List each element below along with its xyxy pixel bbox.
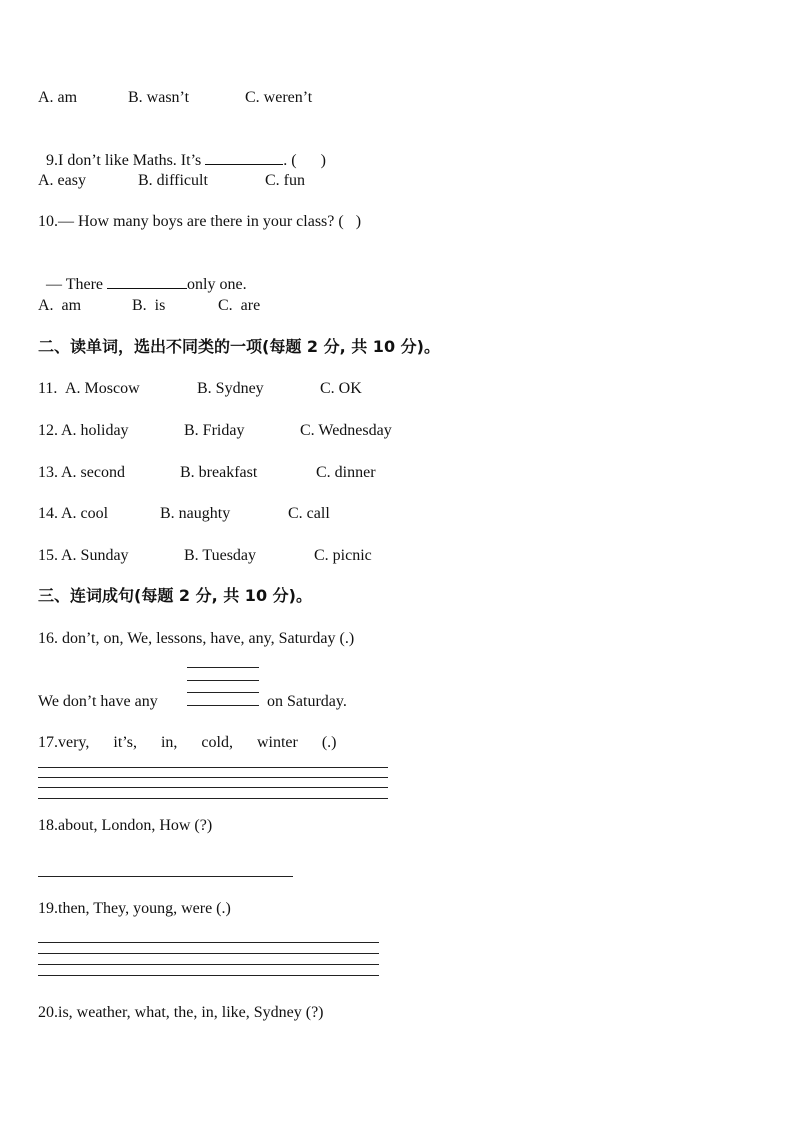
q13-option-c: C. dinner	[316, 464, 376, 481]
q10-question: 10.— How many boys are there in your class? ( )	[38, 213, 362, 230]
q12-option-c: C. Wednesday	[300, 422, 392, 439]
q8-option-c: C. weren’t	[245, 89, 313, 106]
q10-answer-line	[38, 254, 247, 295]
q19-answer-rule	[38, 964, 379, 965]
q9-blank	[205, 150, 283, 165]
q17-answer-rule	[38, 798, 388, 799]
q10-option-b: B. is	[132, 297, 166, 314]
q10-option-a: A. am	[38, 297, 82, 314]
q16-answer-rule	[187, 680, 259, 681]
q11-number: 11.	[38, 380, 62, 397]
q12-option-a: A. holiday	[61, 422, 129, 439]
q11-option-a: A. Moscow	[65, 380, 140, 397]
q8-option-a: A. am	[38, 89, 78, 106]
q19-prompt: 19.then, They, young, were (.)	[38, 900, 231, 917]
q16-answer-rule	[187, 705, 259, 706]
q16-answer-post: on Saturday.	[267, 693, 347, 710]
q19-answer-rule	[38, 953, 379, 954]
q15-number: 15.	[38, 547, 58, 564]
q13-option-b: B. breakfast	[180, 464, 258, 481]
q13-option-a: A. second	[61, 464, 125, 481]
q9-text-post: . ( )	[283, 152, 326, 169]
q13-number: 13.	[38, 464, 58, 481]
q10-blank	[107, 274, 187, 289]
q12-option-b: B. Friday	[184, 422, 245, 439]
q17-answer-rule	[38, 767, 388, 768]
section2-title: 二、读单词，选出不同类的一项(每题 2 分, 共 10 分)。	[38, 337, 440, 356]
q15-option-a: A. Sunday	[61, 547, 129, 564]
q15-option-b: B. Tuesday	[184, 547, 257, 564]
q8-option-b: B. wasn’t	[128, 89, 190, 106]
q18-prompt: 18.about, London, How (?)	[38, 817, 213, 834]
q17-answer-rule	[38, 787, 388, 788]
q18-answer-rule	[38, 876, 293, 877]
q17-answer-rule	[38, 777, 388, 778]
q11-option-b: B. Sydney	[197, 380, 264, 397]
q14-number: 14.	[38, 505, 58, 522]
q16-answer-rule	[187, 692, 259, 693]
q15-option-c: C. picnic	[314, 547, 372, 564]
q14-option-a: A. cool	[61, 505, 109, 522]
q9-option-b: B. difficult	[138, 172, 208, 189]
q9-option-a: A. easy	[38, 172, 86, 189]
q16-prompt: 16. don’t, on, We, lessons, have, any, Saturday (.)	[38, 630, 355, 647]
q12-number: 12.	[38, 422, 58, 439]
q16-answer-pre: We don’t have any	[38, 693, 158, 710]
q10-line2-pre: — There	[46, 276, 108, 293]
q11-option-c: C. OK	[320, 380, 362, 397]
q16-answer-rule	[187, 667, 259, 668]
section3-title: 三、连词成句(每题 2 分, 共 10 分)。	[38, 586, 312, 605]
q19-answer-rule	[38, 975, 379, 976]
q17-prompt: 17.very, it’s, in, cold, winter (.)	[38, 734, 337, 751]
q9-question	[38, 130, 326, 171]
q10-option-c: C. are	[218, 297, 261, 314]
q19-answer-rule	[38, 942, 379, 943]
q14-option-b: B. naughty	[160, 505, 231, 522]
q20-prompt: 20.is, weather, what, the, in, like, Sydney (?)	[38, 1004, 324, 1021]
q9-option-c: C. fun	[265, 172, 305, 189]
q14-option-c: C. call	[288, 505, 330, 522]
q9-text-pre: 9.I don’t like Maths. It’s	[46, 152, 206, 169]
q10-line2-post: only one.	[187, 276, 247, 293]
